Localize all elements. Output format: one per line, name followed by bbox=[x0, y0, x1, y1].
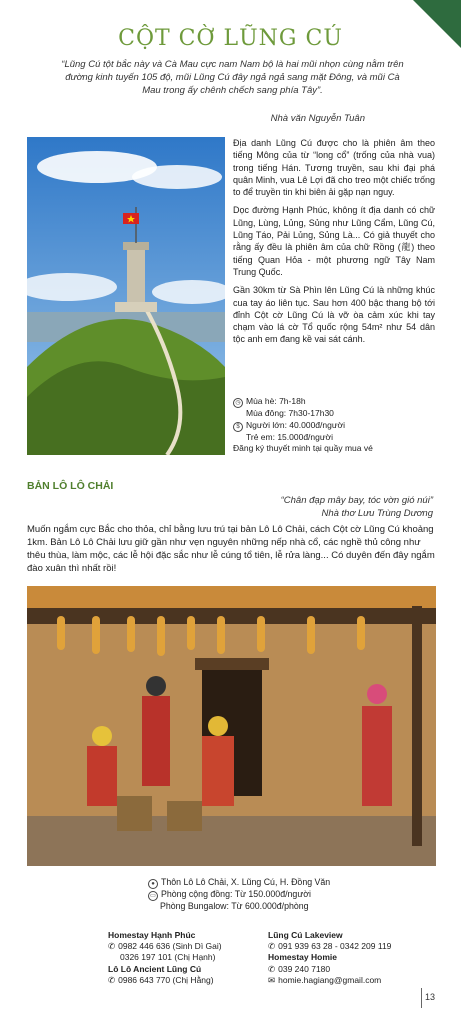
homestay-1-name: Homestay Hạnh Phúc bbox=[108, 930, 196, 940]
location-icon: ● bbox=[148, 877, 158, 889]
phone-icon: ✆ bbox=[108, 974, 116, 985]
homestay-3-name: Lũng Cú Lakeview bbox=[268, 930, 343, 940]
homestay-1-phone-2: 0326 197 101 (Chị Hạnh) bbox=[120, 952, 216, 963]
page-number: 13 bbox=[424, 992, 435, 1002]
homestay-3-phone: 091 939 63 28 - 0342 209 119 bbox=[278, 941, 392, 952]
section-quote-text: “Chân đạp mây bay, tóc vờn gió núi” bbox=[280, 495, 433, 506]
ticket-icon: $ bbox=[233, 420, 243, 432]
homestay-2-name: Lô Lô Ancient Lũng Cú bbox=[108, 963, 202, 974]
main-text-column bbox=[233, 137, 435, 352]
room-price-2: Phòng Bungalow: Từ 600.000đ/phòng bbox=[160, 901, 309, 911]
section-quote-author: Nhà thơ Lưu Trùng Dương bbox=[321, 508, 433, 519]
adult-price: Người lớn: 40.000đ/người bbox=[246, 419, 345, 430]
phone-icon: ✆ bbox=[108, 941, 116, 952]
intro-quote: “Lũng Cú tột bắc này và Cà Mau cực nam Nam bộ là hai mũi nhọn cùng nằm trên đường kinh tuyến 105 độ, mũi Lũng Cú đây ngả ngả sang mặt Đông, và mũi Cà Mau trong ấy chênh chếch sang phía Tây”. bbox=[61, 59, 404, 96]
phone-icon: ✆ bbox=[268, 963, 276, 974]
section-quote bbox=[281, 494, 433, 520]
page-number-divider bbox=[421, 988, 422, 1008]
homestay-4-name: Homestay Homie bbox=[268, 952, 337, 963]
room-price-1: Phòng cộng đồng: Từ 150.000đ/người bbox=[161, 889, 311, 899]
email-icon: ✉ bbox=[268, 974, 276, 985]
section-title: BẢN LÔ LÔ CHẢI bbox=[27, 480, 114, 492]
guide-note: Đăng ký thuyết minh tại quầy mua vé bbox=[233, 443, 373, 453]
clock-icon: ◷ bbox=[233, 396, 243, 408]
homestay-4-phone: 039 240 7180 bbox=[278, 963, 331, 974]
homestay-4-email[interactable]: homie.hagiang@gmail.com bbox=[278, 974, 382, 985]
page-title: CỘT CỜ LŨNG CÚ bbox=[118, 26, 343, 51]
winter-hours: Mùa đông: 7h30-17h30 bbox=[246, 408, 334, 418]
village-photo bbox=[27, 586, 436, 866]
paragraph-1: Địa danh Lũng Cú được cho là phiên âm theo tiếng Mông của từ “long cổ” (trống của nhà vua) trong tiếng Hán. Tương truyền, sau khi đại phá quân Minh, vua Lê Lợi đã cho treo một chiếc trống to để truyền tin khi biên ải gặp nạn nguy. bbox=[233, 138, 435, 198]
bed-icon: ▭ bbox=[148, 889, 158, 901]
section-paragraph: Muốn ngắm cực Bắc cho thỏa, chỉ bằng lưu trú tại bản Lô Lô Chải, cách Cột cờ Lũng Cú khoảng 1km. Bản Lô Lô Chải lưu giữ gần như vẹn nguyên những nếp nhà cổ, các nghề thủ công như thêu thùa, làm mộc, các lễ hội đặc sắc như lễ cúng tổ tiên, lễ rửa làng... Có duyên đến đây ngắm đào xuân thì nhất rồi! bbox=[27, 524, 435, 574]
address-text: Thôn Lô Lô Chải, X. Lũng Cú, H. Đồng Văn bbox=[161, 877, 331, 887]
summer-hours: Mùa hè: 7h-18h bbox=[246, 396, 306, 406]
visit-info bbox=[233, 396, 438, 455]
flag-tower-photo bbox=[27, 137, 225, 455]
paragraph-2: Dọc đường Hạnh Phúc, không ít địa danh có chữ Lũng, Lùng, Lủng, Sủng như Lũng Cẩm, Lũng Cú, Lũng Táo, Pải Lủng, Sủng Là... Có giả thuyết cho rằng ấy đều là phiên âm của chữ Rồng (龍) theo tiếng Quan Hỏa - một phương ngữ Tây Nam Trung Quốc. bbox=[233, 205, 435, 277]
homestay-2-phone: 0986 643 770 (Chị Hằng) bbox=[118, 974, 214, 985]
paragraph-3: Gần 30km từ Sà Phìn lên Lũng Cú là những khúc cua tay áo liên tục. Sau hơn 400 bậc thang bộ tới đỉnh Cột cờ Lũng Cú là vỡ òa cảm xúc khi tay chạm vào lá cờ Tổ quốc rộng 54m² như 54 dân tộc anh em đang kề vai sát cánh. bbox=[233, 285, 435, 345]
address-block bbox=[148, 877, 330, 913]
phone-icon: ✆ bbox=[268, 941, 276, 952]
intro-quote-author: Nhà văn Nguyễn Tuân bbox=[270, 113, 365, 124]
child-price: Trẻ em: 15.000đ/người bbox=[246, 431, 334, 442]
homestay-1-phone-1: 0982 446 636 (Sinh Dì Gai) bbox=[118, 941, 222, 952]
